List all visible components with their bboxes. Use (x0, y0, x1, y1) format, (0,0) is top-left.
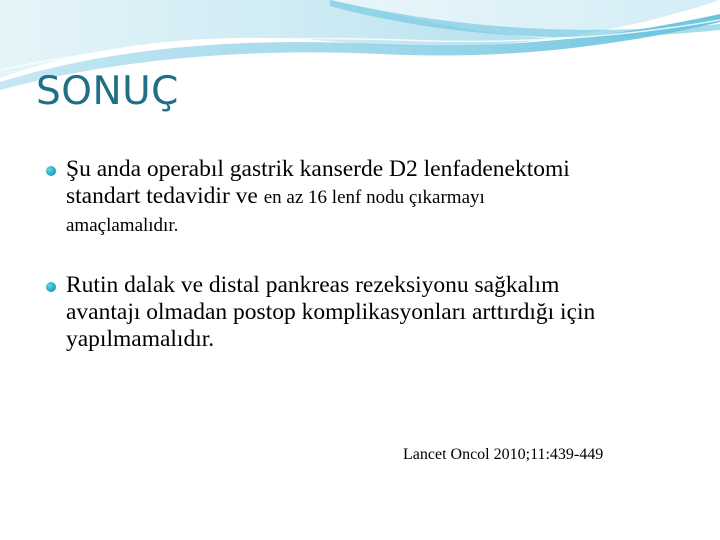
bullet-1-line-2: standart tedavidir ve (66, 183, 264, 209)
bullet-dot-icon (46, 166, 56, 176)
bullet-2-line-3: yapılmamalıdır. (66, 326, 215, 352)
bullet-dot-icon (46, 282, 56, 292)
bullet-list (46, 156, 676, 386)
bullet-item (46, 156, 676, 239)
bullet-1-line-3: amaçlamalıdır. (66, 215, 179, 236)
bullet-1-line-2-small: en az 16 lenf nodu çıkarmayı (263, 187, 485, 208)
bullet-item (46, 272, 676, 353)
bullet-2-line-2: avantajı olmadan postop komplikasyonları arttırdığı için (66, 299, 596, 325)
slide-title: SONUÇ (36, 69, 179, 114)
bullet-1-line-1: Şu anda operabıl gastrik kanserde D2 lenfadenektomi (66, 156, 570, 182)
bullet-2-line-1: Rutin dalak ve distal pankreas rezeksiyonu sağkalım (66, 272, 560, 298)
citation: Lancet Oncol 2010;11:439-449 (403, 446, 604, 463)
